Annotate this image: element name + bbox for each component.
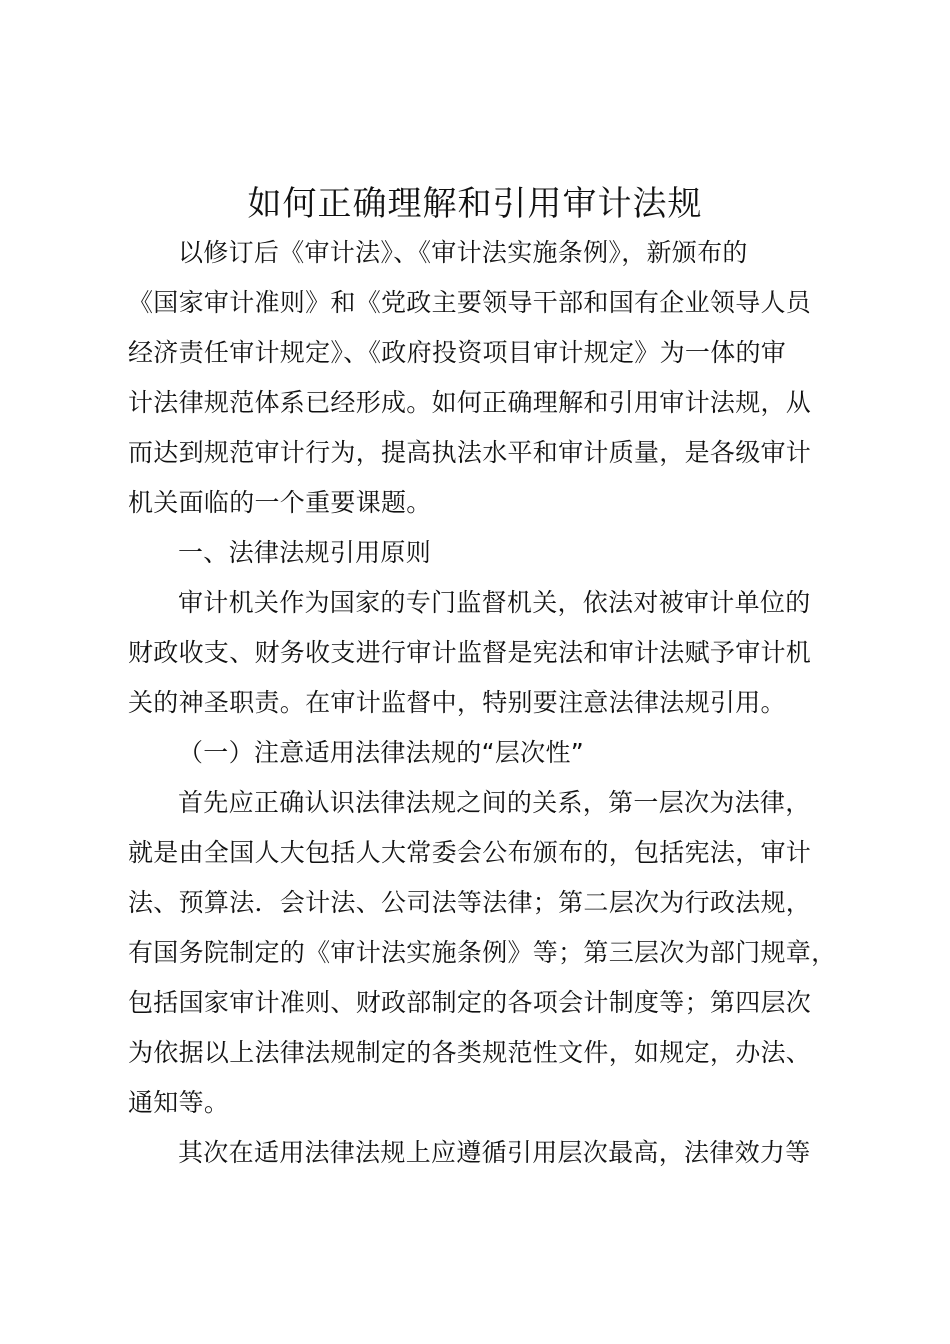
paragraph-line: 审计机关作为国家的专门监督机关，依法对被审计单位的	[178, 588, 811, 617]
paragraph-line: 计法律规范体系已经形成。如何正确理解和引用审计法规，从	[128, 388, 812, 417]
subsection-heading: （一）注意适用法律法规的“层次性”	[178, 738, 585, 767]
paragraph-line: 关的神圣职责。在审计监督中，特别要注意法律法规引用。	[128, 688, 786, 717]
paragraph-line: 有国务院制定的《审计法实施条例》等；第三层次为部门规章，	[128, 938, 837, 967]
paragraph-line: 经济责任审计规定》、《政府投资项目审计规定》为一体的审	[128, 338, 787, 367]
paragraph-line: 包括国家审计准则、财政部制定的各项会计制度等；第四层次	[128, 988, 812, 1017]
paragraph-line: 财政收支、财务收支进行审计监督是宪法和审计法赋予审计机	[128, 638, 812, 667]
paragraph-line: 其次在适用法律法规上应遵循引用层次最高，法律效力等	[178, 1138, 811, 1167]
paragraph-line: 为依据以上法律法规制定的各类规范性文件，如规定，办法、	[128, 1038, 812, 1067]
document-title: 如何正确理解和引用审计法规	[247, 184, 703, 224]
paragraph-line: 以修订后《审计法》、《审计法实施条例》，新颁布的	[178, 238, 748, 267]
section-heading: 一、法律法规引用原则	[178, 538, 432, 567]
paragraph-line: 就是由全国人大包括人大常委会公布颁布的，包括宪法，审计	[128, 838, 812, 867]
paragraph-line: 首先应正确认识法律法规之间的关系，第一层次为法律，	[178, 788, 811, 817]
paragraph-line: 法、预算法．会计法、公司法等法律；第二层次为行政法规，	[128, 888, 812, 917]
paragraph-line: 《国家审计准则》和《党政主要领导干部和国有企业领导人员	[128, 288, 812, 317]
paragraph-line: 通知等。	[128, 1088, 230, 1117]
paragraph-line: 而达到规范审计行为，提高执法水平和审计质量，是各级审计	[128, 438, 812, 467]
paragraph-line: 机关面临的一个重要课题。	[128, 488, 432, 517]
